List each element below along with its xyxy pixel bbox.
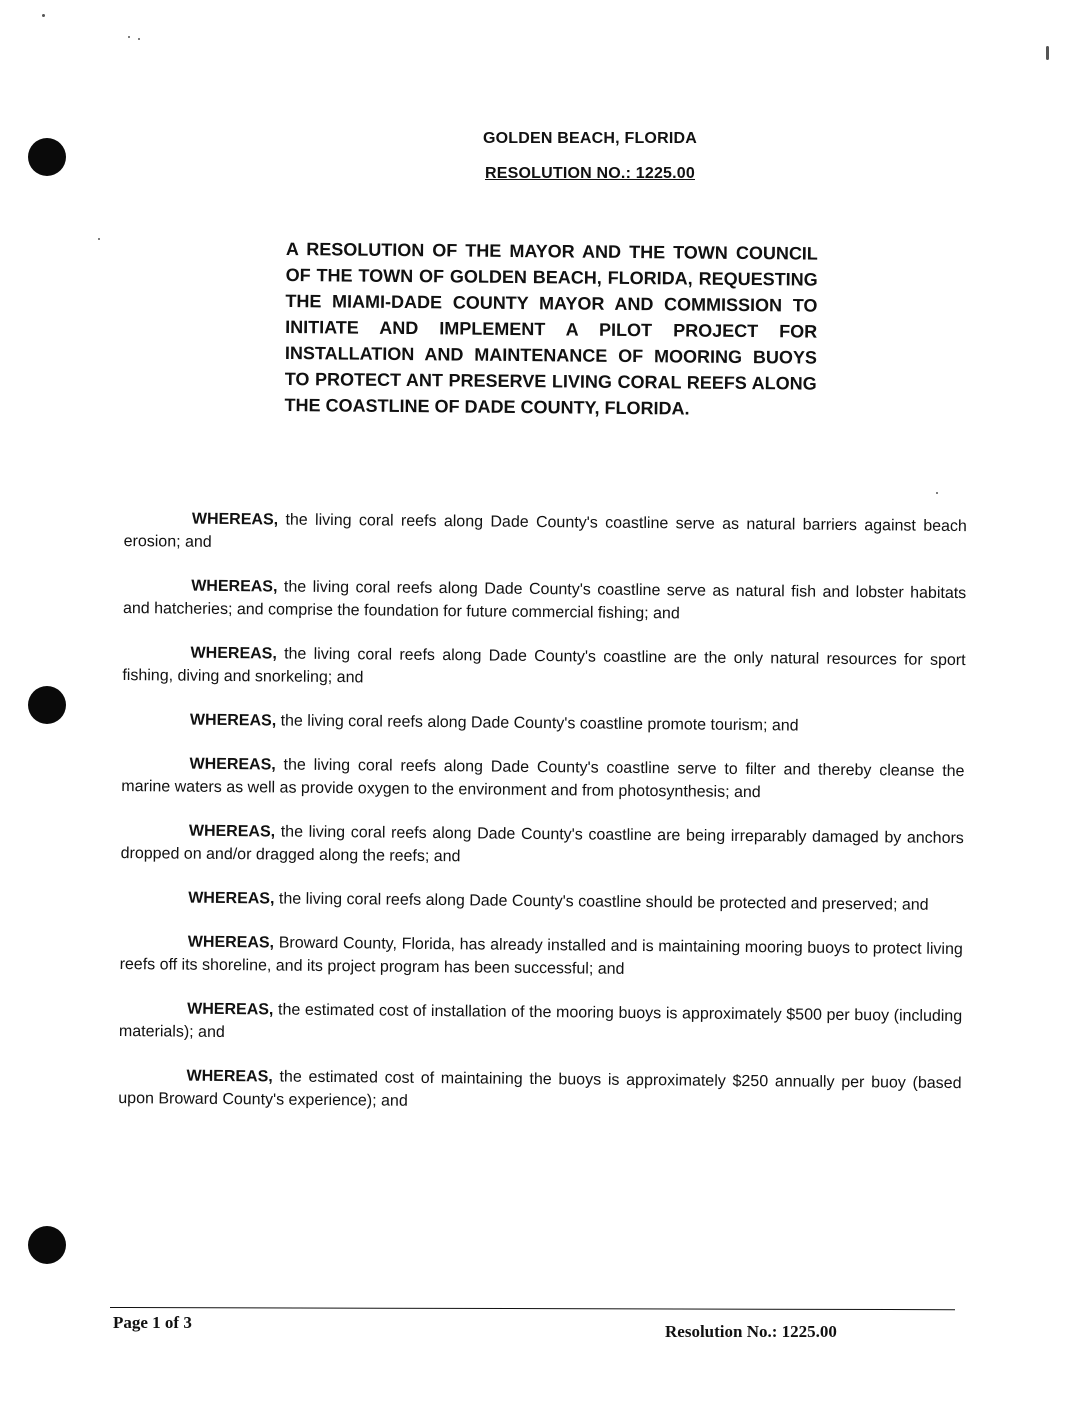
whereas-lead: WHEREAS, (191, 510, 279, 529)
document-heading: GOLDEN BEACH, FLORIDA (483, 130, 697, 147)
whereas-lead: WHEREAS, (188, 889, 275, 908)
whereas-text: the living coral reefs along Dade County's coastline should be protected and preserved; and (274, 890, 929, 914)
whereas-paragraph (120, 886, 963, 917)
whereas-paragraph (121, 819, 964, 873)
whereas-paragraph (119, 930, 962, 984)
scan-speck (98, 238, 100, 240)
whereas-paragraph (123, 574, 966, 628)
whereas-lead: WHEREAS, (186, 1067, 273, 1086)
punch-hole-middle (28, 686, 66, 724)
footer-rule (110, 1307, 955, 1310)
punch-hole-bottom (28, 1226, 66, 1264)
whereas-text: the living coral reefs along Dade County's coastline serve to filter and thereby cleanse the marine waters as well as provide oxygen to the environment and from photosynthesis; and (121, 756, 965, 802)
whereas-text: the living coral reefs along Dade County's coastline are the only natural resources for sport fishing, diving and snorkeling; and (122, 645, 966, 687)
whereas-lead: WHEREAS, (189, 711, 277, 730)
scan-speck (1046, 46, 1049, 60)
whereas-text: the estimated cost of installation of the mooring buoys is approximately $500 per buoy (including materials); and (118, 1001, 963, 1041)
whereas-paragraph (118, 1064, 961, 1118)
resolution-number: RESOLUTION NO.: 1225.00 (485, 165, 695, 182)
page-number: Page 1 of 3 (113, 1313, 192, 1332)
whereas-paragraph (121, 752, 964, 806)
whereas-clauses (118, 507, 967, 1139)
whereas-lead: WHEREAS, (189, 755, 276, 774)
whereas-text: the living coral reefs along Dade County's coastline promote tourism; and (276, 712, 799, 735)
whereas-lead: WHEREAS, (187, 1000, 274, 1019)
whereas-text: the living coral reefs along Dade County's coastline serve as natural barriers against beach erosion; and (123, 511, 967, 551)
scan-speck (128, 36, 130, 38)
whereas-paragraph (119, 997, 962, 1051)
resolution-number-heading (395, 165, 785, 183)
whereas-paragraph (122, 708, 965, 739)
whereas-lead: WHEREAS, (191, 577, 278, 596)
punch-hole-top (28, 138, 66, 176)
whereas-lead: WHEREAS, (188, 822, 276, 841)
whereas-paragraph (124, 507, 967, 561)
scan-speck (138, 38, 140, 40)
resolution-caption (284, 236, 818, 423)
scan-speck (936, 492, 938, 494)
whereas-text: the living coral reefs along Dade County's coastline are being irreparably damaged by anchors dropped on and/or dragged along the reefs; and (120, 823, 964, 866)
whereas-text: the estimated cost of maintaining the buoys is approximately $250 annually per buoy (based upon Broward County's experience); and (118, 1068, 962, 1110)
caption-text: A RESOLUTION OF THE MAYOR AND THE TOWN COUNCIL OF THE TOWN OF GOLDEN BEACH, FLORIDA, REQUESTING THE MIAMI-DADE COUNTY MAYOR AND COMMISSION TO INITIATE AND IMPLEMENT A PILOT PROJECT FOR INSTALLATION AND MAINTENANCE OF MOORING BUOYS TO PROTECT ANT PRESERVE LIVING CORAL REEFS ALONG THE COASTLINE OF DADE COUNTY, FLORIDA. (284, 238, 818, 419)
whereas-text: Broward County, Florida, has already installed and is maintaining mooring buoys to protect living reefs off its shoreline, and its project program has been successful; and (119, 934, 963, 978)
whereas-lead: WHEREAS, (187, 933, 275, 952)
footer-resolution-number: Resolution No.: 1225.00 (665, 1322, 837, 1341)
whereas-lead: WHEREAS, (190, 644, 277, 663)
whereas-text: the living coral reefs along Dade County's coastline serve as natural fish and lobster habitats and hatcheries; and comprise the foundation for future commercial fishing; and (122, 578, 967, 623)
scan-speck (42, 14, 45, 17)
whereas-paragraph (122, 641, 965, 695)
